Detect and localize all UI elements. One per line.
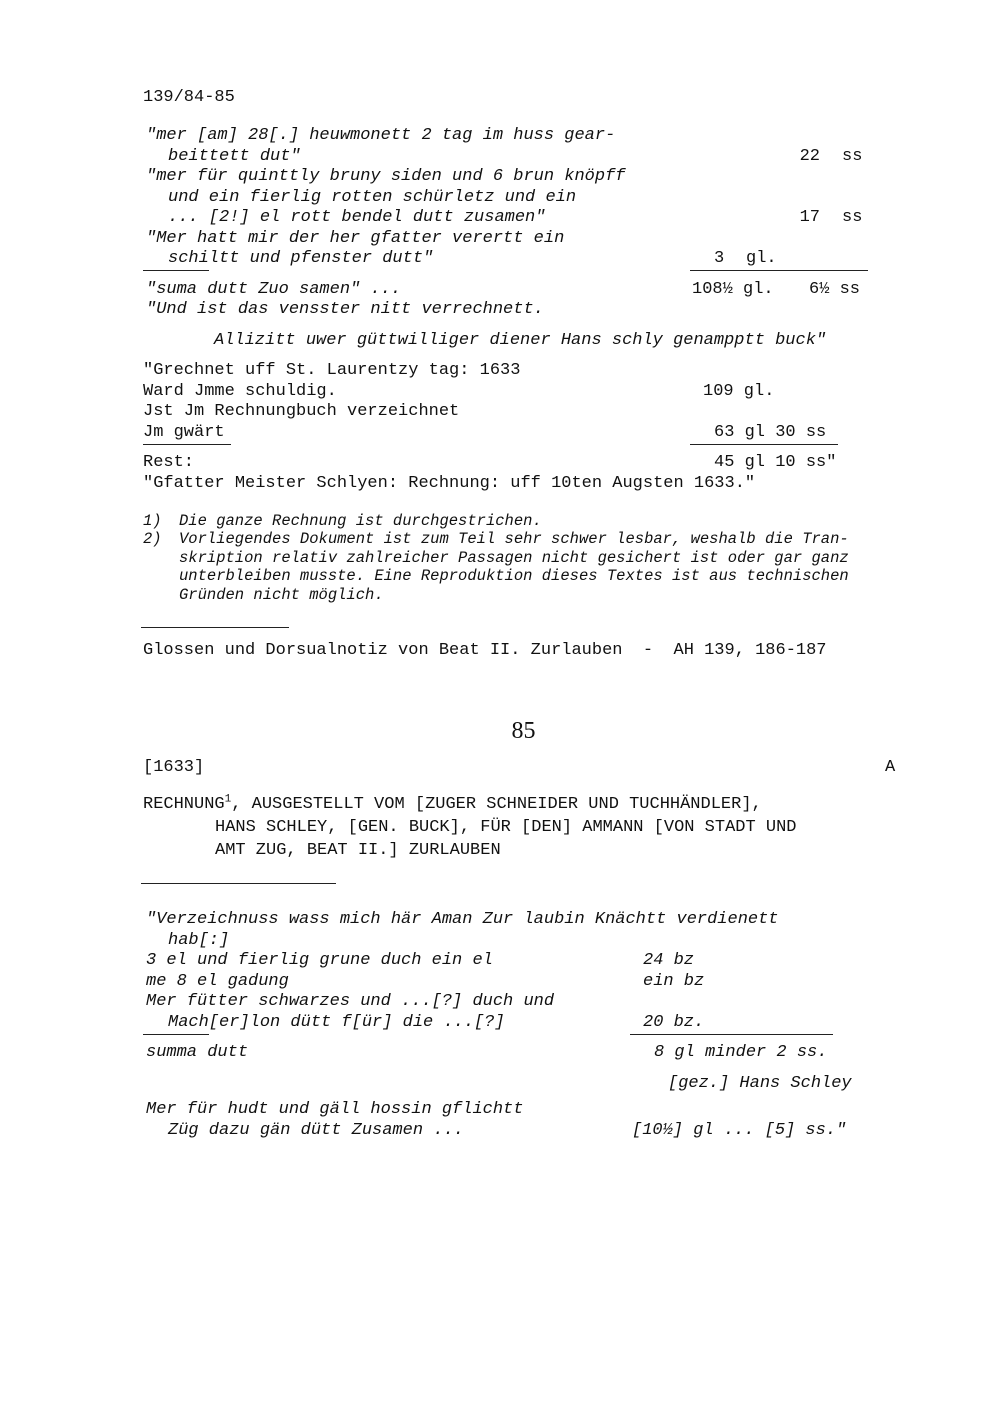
amount-value: 3 <box>714 249 725 268</box>
entry-line: hab[:] <box>168 931 230 950</box>
entry-amount: 24 bz <box>643 951 695 970</box>
reckoning-line: Rest: <box>143 453 195 472</box>
footnote-ref: 1 <box>224 793 232 806</box>
amount-value: 17 <box>799 208 820 227</box>
sum-gl: 108½ gl. <box>692 280 774 299</box>
divider <box>141 883 336 884</box>
entry-amount: [10½] gl ... [5] ss." <box>632 1121 847 1140</box>
entry-line: 3 el und fierlig grune duch ein el <box>146 951 493 970</box>
entry-line: Züg dazu gän dütt Zusamen ... <box>168 1121 464 1140</box>
footnote-text: skription relativ zahlreicher Passagen nicht gesichert ist oder gar ganz <box>179 549 849 567</box>
document-title-line: AMT ZUG, BEAT II.] ZURLAUBEN <box>215 841 501 860</box>
signature: [gez.] Hans Schley <box>668 1074 852 1093</box>
entry-line: Mach[er]lon dütt f[ür] die ...[?] <box>168 1013 505 1032</box>
reckoning-line: Jm gwärt <box>143 423 225 442</box>
footnote-text: Vorliegendes Dokument ist zum Teil sehr schwer lesbar, weshalb die Tran- <box>179 530 849 548</box>
closing-line: Allizitt uwer güttwilliger diener Hans schly genampptt buck" <box>214 331 827 350</box>
amount-value: 22 <box>799 147 820 166</box>
entry-line: "mer [am] 28[.] heuwmonett 2 tag im huss gear- <box>146 126 616 145</box>
document-title-line <box>143 795 762 816</box>
footnote-number: 1) <box>143 512 162 530</box>
source-line: Glossen und Dorsualnotiz von Beat II. Zurlauben - AH 139, 186-187 <box>143 641 827 660</box>
entry-line: me 8 el gadung <box>146 972 289 991</box>
sum-rule <box>690 444 838 445</box>
sum-rule <box>690 270 868 271</box>
divider <box>141 627 289 628</box>
entry-line: "Verzeichnuss wass mich här Aman Zur laubin Knächtt verdienett <box>146 910 779 929</box>
entry-line: Mer fütter schwarzes und ...[?] duch und <box>146 992 555 1011</box>
page-reference: 139/84-85 <box>143 88 235 107</box>
entry-line: ... [2!] el rott bendel dutt zusamen" <box>168 208 546 227</box>
entry-line: beittett dut" <box>168 147 301 166</box>
document-number: 85 <box>511 718 536 744</box>
entry-amount: ein bz <box>643 972 705 991</box>
entry-amount: 20 bz. <box>643 1013 705 1032</box>
footnote-text: Die ganze Rechnung ist durchgestrichen. <box>179 512 542 530</box>
sum-ss: 6½ ss <box>809 280 861 299</box>
amount-unit: gl. <box>746 249 777 268</box>
document-title-line: HANS SCHLEY, [GEN. BUCK], FÜR [DEN] AMMANN [VON STADT UND <box>215 818 797 837</box>
reckoning-line: Ward Jmme schuldig. <box>143 382 337 401</box>
sum-label: summa dutt <box>146 1043 249 1062</box>
entry-line: Mer für hudt und gäll hossin gflichtt <box>146 1100 524 1119</box>
footnote-number: 2) <box>143 530 162 548</box>
reckoning-amount: 63 gl 30 ss <box>714 423 827 442</box>
divider <box>143 444 231 445</box>
entry-line: schiltt und pfenster dutt" <box>168 249 434 268</box>
entry-line: und ein fierlig rotten schürletz und ein <box>168 188 577 207</box>
amount-unit: ss <box>842 147 863 166</box>
divider <box>143 1034 209 1035</box>
footnote-text: Gründen nicht möglich. <box>179 586 384 604</box>
document-date: [1633] <box>143 758 205 777</box>
title-text: RECHNUNG <box>143 795 225 814</box>
amount-unit: ss <box>842 208 863 227</box>
sum-amount: 8 gl minder 2 ss. <box>654 1043 828 1062</box>
sum-label: "suma dutt Zuo samen" ... <box>146 280 402 299</box>
sum-rule <box>630 1034 833 1035</box>
entry-line: "mer für quinttly bruny siden und 6 brun knöpff <box>146 167 626 186</box>
reckoning-line: "Grechnet uff St. Laurentzy tag: 1633 <box>143 361 521 380</box>
entry-line: "Mer hatt mir der her gfatter verertt ein <box>146 229 565 248</box>
divider <box>143 270 209 271</box>
footnote-text: unterbleiben musste. Eine Reproduktion dieses Textes ist aus technischen <box>179 567 849 585</box>
document-type: A <box>885 758 896 777</box>
reckoning-amount: 109 gl. <box>703 382 775 401</box>
reckoning-line: Jst Jm Rechnungbuch verzeichnet <box>143 402 460 421</box>
note-line: "Und ist das vensster nitt verrechnett. <box>146 300 544 319</box>
reckoning-line: "Gfatter Meister Schlyen: Rechnung: uff 10ten Augsten 1633." <box>143 474 756 493</box>
title-text: , AUSGESTELLT VOM [ZUGER SCHNEIDER UND TUCHHÄNDLER], <box>231 795 762 814</box>
reckoning-amount: 45 gl 10 ss" <box>714 453 837 472</box>
